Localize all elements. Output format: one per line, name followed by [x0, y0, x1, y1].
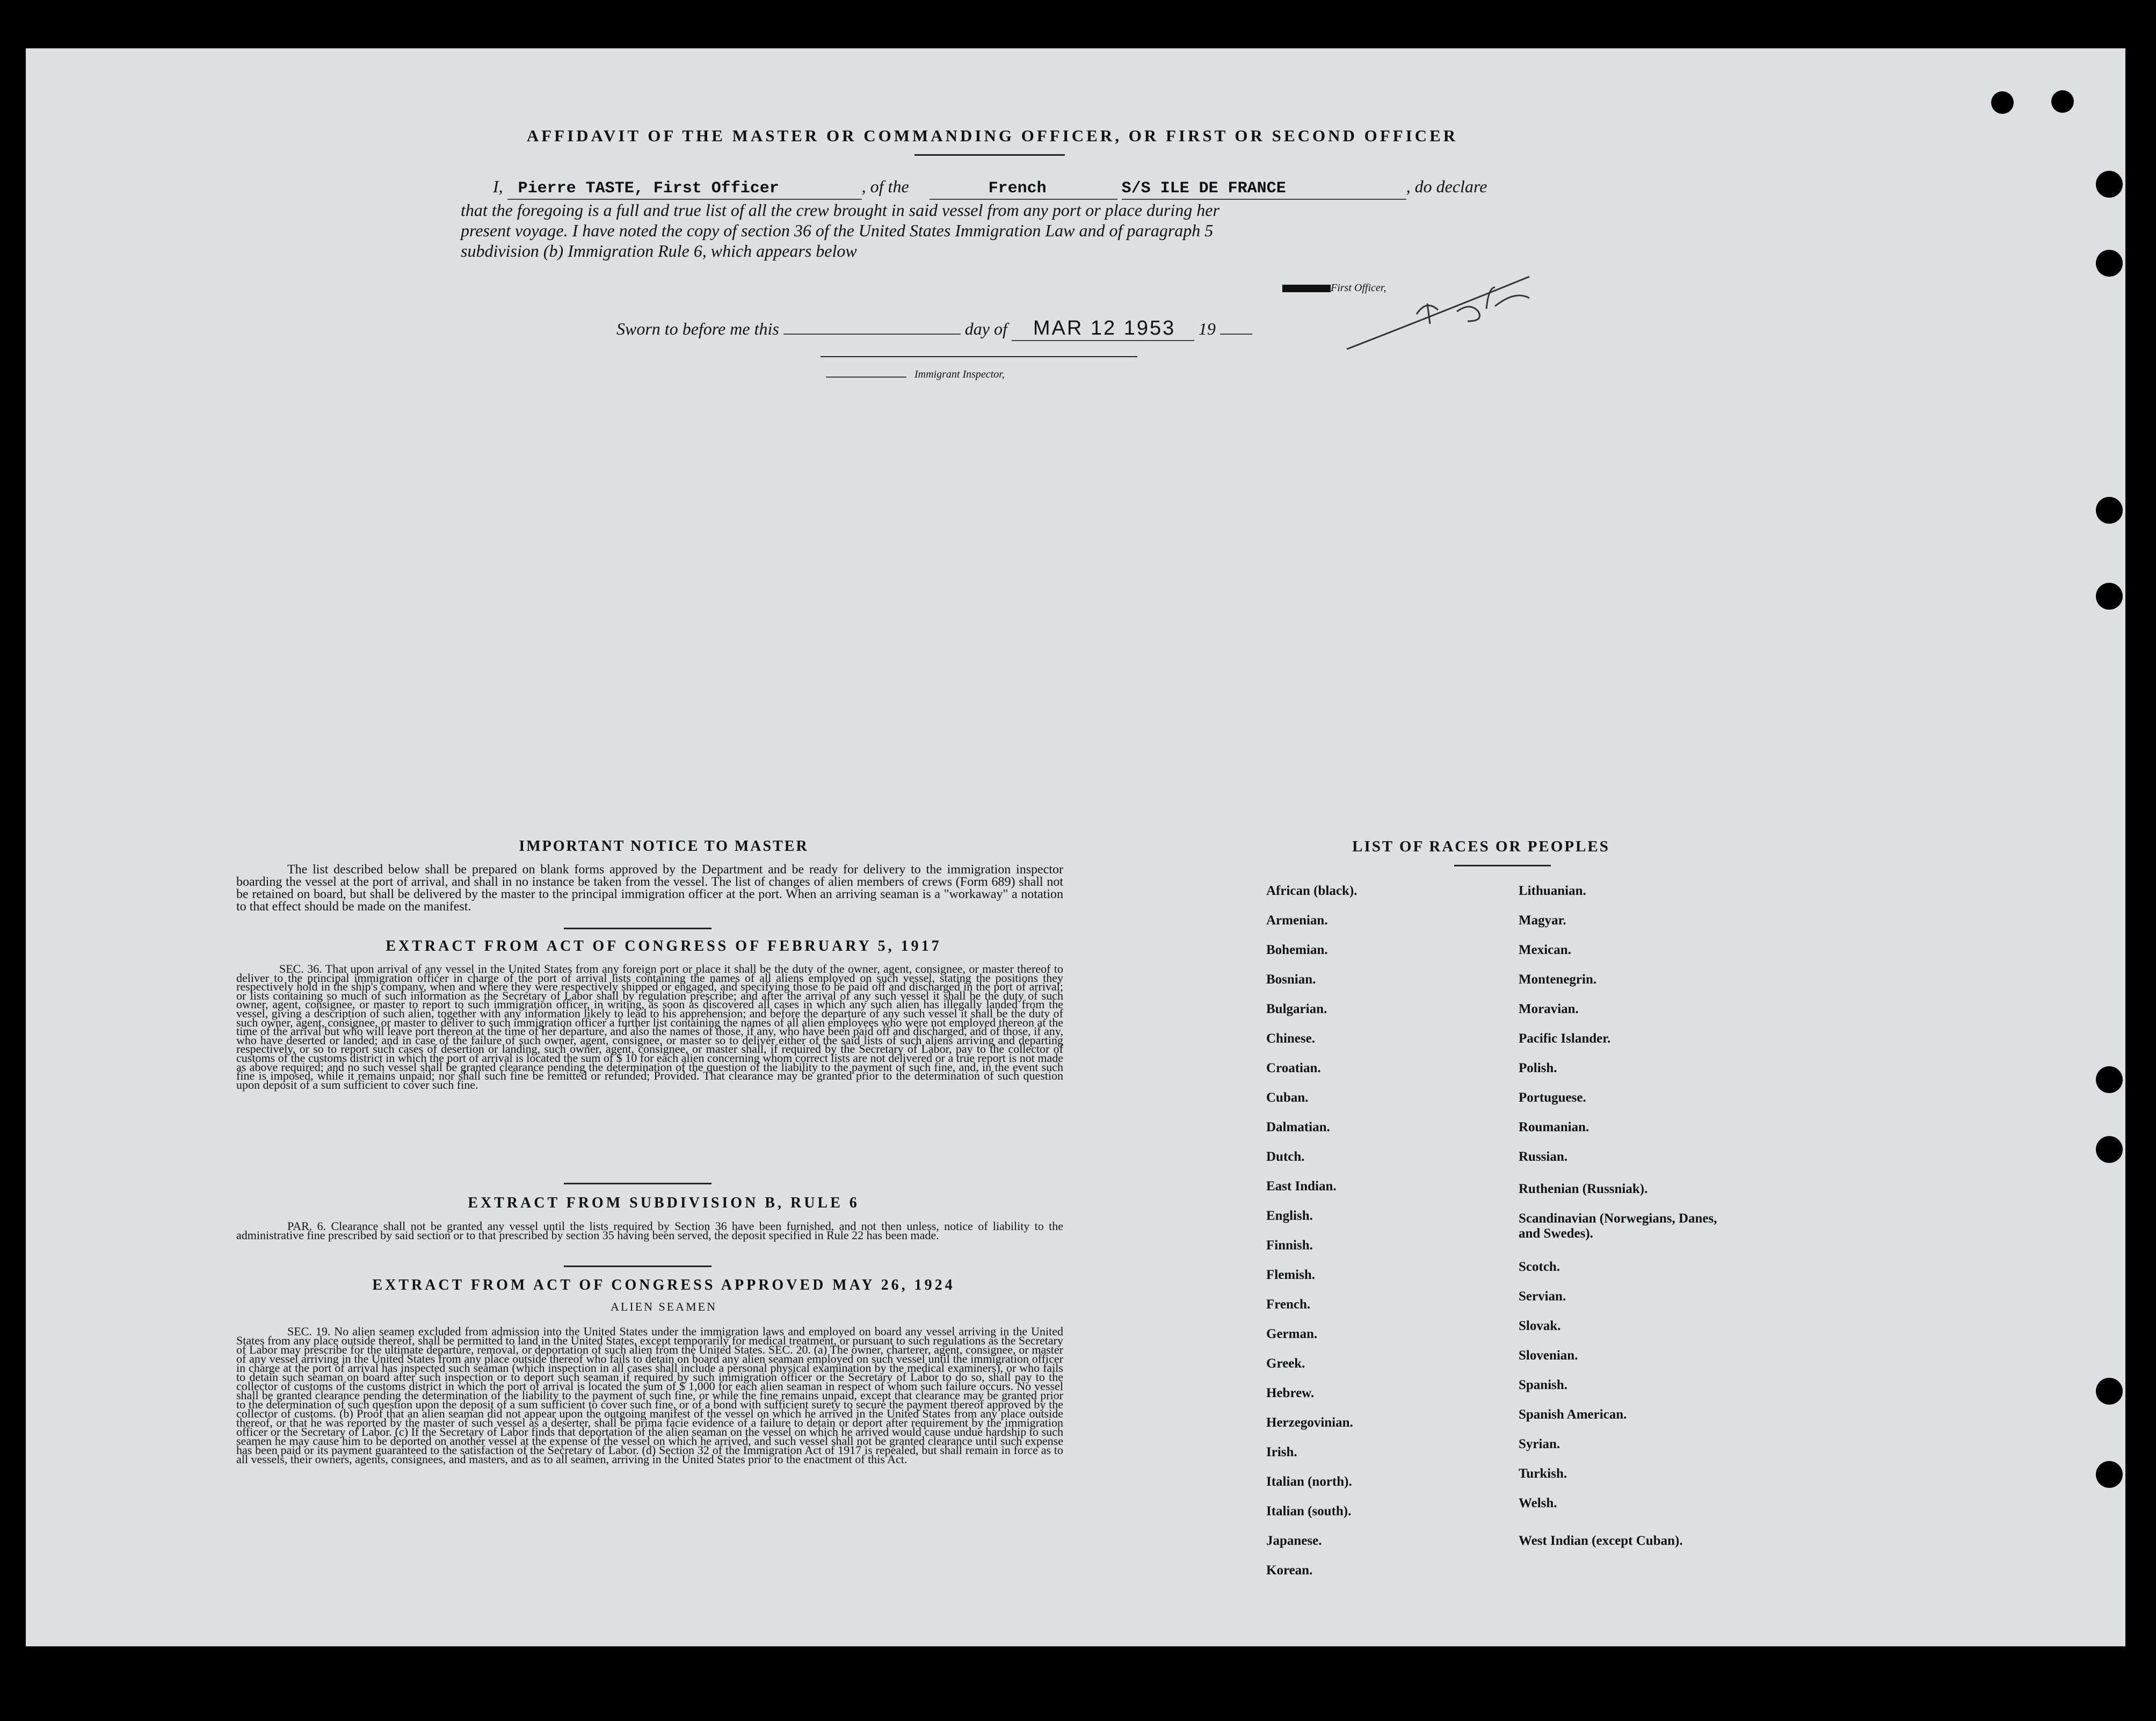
race-item: Hebrew.	[1266, 1386, 1315, 1400]
race-item: Turkish.	[1519, 1466, 1567, 1481]
notice-divider	[564, 928, 712, 929]
race-item: Flemish.	[1266, 1268, 1315, 1282]
race-item: Herzegovinian.	[1266, 1415, 1353, 1430]
race-item: Scandinavian (Norwegians, Danes, and Swedes).	[1519, 1211, 1717, 1241]
punch-hole	[2096, 1461, 2123, 1488]
races-title-divider	[1454, 865, 1551, 866]
officer-caption: First Officer,	[1282, 282, 1386, 294]
race-item: Spanish.	[1519, 1378, 1568, 1392]
race-item: French.	[1266, 1297, 1311, 1312]
race-item: Finnish.	[1266, 1238, 1313, 1253]
punch-hole	[2051, 90, 2074, 113]
race-item: Dutch.	[1266, 1149, 1305, 1164]
vessel-name: S/S ILE DE FRANCE	[1122, 178, 1406, 200]
title-divider	[914, 154, 1065, 156]
race-item: West Indian (except Cuban).	[1519, 1534, 1683, 1548]
officer-name: Pierre TASTE, First Officer	[507, 178, 862, 200]
subdivision-b-text: PAR. 6. Clearance shall not be granted any vessel until the lists required by Section 36 have been furnished, and not then unless, notice of liability to the administrative fine prescribed by said section or to that prescribed by section 35 having been served, the deposit specified in Rule 22 has been made.	[236, 1219, 1063, 1242]
race-item: Armenian.	[1266, 913, 1328, 928]
race-item: German.	[1266, 1327, 1318, 1341]
race-item: African (black).	[1266, 884, 1358, 898]
punch-hole	[2096, 497, 2123, 524]
officer-signature	[1293, 247, 1535, 355]
race-item: Chinese.	[1266, 1031, 1315, 1046]
punch-hole	[1991, 91, 2014, 114]
subdivision-b-title: EXTRACT FROM SUBDIVISION B, RULE 6	[468, 1195, 860, 1211]
notice-title: IMPORTANT NOTICE TO MASTER	[519, 838, 809, 855]
inspector-signature-line	[821, 356, 1137, 357]
race-item: Mexican.	[1519, 943, 1571, 957]
year-prefix: 19	[1198, 319, 1216, 338]
affidavit-line-4: subdivision (b) Immigration Rule 6, which appears below	[461, 241, 857, 261]
punch-hole	[2096, 1066, 2123, 1093]
race-item: Italian (south).	[1266, 1504, 1352, 1518]
race-item: East Indian.	[1266, 1179, 1337, 1194]
affidavit-page	[26, 48, 2125, 1646]
race-item: Syrian.	[1519, 1437, 1560, 1451]
affidavit-title: AFFIDAVIT OF THE MASTER OR COMMANDING OFFICER, OR FIRST OR SECOND OFFICER	[526, 126, 1458, 145]
affidavit-declare: , do declare	[1406, 177, 1487, 196]
race-item: Polish.	[1519, 1061, 1557, 1075]
race-item: Greek.	[1266, 1356, 1305, 1371]
extract-1917-divider	[564, 1183, 712, 1184]
race-item: Slovak.	[1519, 1319, 1561, 1333]
subdivision-b-divider	[564, 1266, 712, 1267]
affidavit-line-1	[461, 176, 1529, 200]
extract-1924-text: SEC. 19. No alien seamen excluded from admission into the United States under the immigration laws and employed on board any vessel arriving in the United States from any place outside thereof, shall be permitted to land in the United States, except temporarily for medical treatment, or pursuant to such regulations as the Secretary of Labor may prescribe for the ultimate departure, removal, or deportation of such alien from the United States. SEC. 20. (a) The owner, charterer, agent, consignee, or master of any vessel arriving in the United States from any place outside thereof who fails to detain on board any alien seaman employed on such vessel until the immigration officer in charge at the port of arrival has inspected such seaman (which inspection in all cases shall include a personal physical examination by the medical examiners), or who fails to detain such seaman on board after such inspection or to deport such seaman if required by such immigration officer or the Secretary of Labor to do so, shall pay to the collector of customs of the customs district in which the port of arrival is located the sum of $ 1,000 for each alien seaman in respect of whom such failure occurs. No vessel shall be granted clearance pending the determination of the liability to the payment of such fine, or while the fine remains unpaid, except that clearance may be granted prior to the determination of such question upon the deposit of a sum sufficient to cover such fine, or of a bond with sufficient surety to secure the payment thereof approved by the collector of customs. (b) Proof that an alien seaman did not appear upon the outgoing manifest of the vessel on which he arrived in the United States from any place outside thereof, or that he was reported by the master of such vessel as a deserter, shall be prima facie evidence of a failure to detain or deport after requirement by the immigration officer or the Secretary of Labor. (c) If the Secretary of Labor finds that deportation of the alien seaman on the vessel on which he arrived would cause undue hardship to such seamen he may cause him to be deported on another vessel at the expense of the vessel on which he arrived, and such vessel shall not be granted clearance until such expense has been paid or its payment guaranteed to the satisfaction of the Secretary of Labor. (d) Section 32 of the Immigration Act of 1917 is repealed, but shall remain in force as to all vessels, their owners, agents, consignees, and masters, and as to all seamen, arriving in the United States prior to the enactment of this Act.	[236, 1325, 1063, 1466]
punch-hole	[2096, 1378, 2123, 1405]
race-item: Spanish American.	[1519, 1407, 1627, 1422]
day-of-label: day of	[964, 319, 1007, 338]
vessel-nationality: French	[930, 178, 1117, 200]
race-item: Servian.	[1519, 1289, 1566, 1304]
race-item: Scotch.	[1519, 1260, 1560, 1274]
race-item: Moravian.	[1519, 1002, 1579, 1016]
race-item: Portuguese.	[1519, 1090, 1586, 1105]
race-item: Pacific Islander.	[1519, 1031, 1611, 1046]
race-item: Lithuanian.	[1519, 884, 1586, 898]
race-item: Roumanian.	[1519, 1120, 1589, 1134]
race-item: Welsh.	[1519, 1496, 1557, 1510]
notice-text: The list described below shall be prepared on blank forms approved by the Department and be ready for delivery to the immigration inspector boarding the vessel at the port of arrival, and shall in no instance be taken from the vessel. The list of changes of alien members of crews (Form 689) shall not be retained on board, but shall be delivered by the master to the principal immigration officer at the port. When an arriving seaman is a "workaway" a notation to that effect should be made on the manifest.	[236, 863, 1063, 914]
race-item: Japanese.	[1266, 1534, 1322, 1548]
affidavit-line-3: present voyage. I have noted the copy of section 36 of the United States Immigration Law and of paragraph 5	[461, 221, 1214, 240]
race-item: Slovenian.	[1519, 1348, 1578, 1363]
race-item: Cuban.	[1266, 1090, 1309, 1105]
extract-1917-text: SEC. 36. That upon arrival of any vessel in the United States from any foreign port or place it shall be the duty of the owner, agent, consignee, or master thereof to deliver to the principal immigration officer in charge of the port of arrival lists containing the names of all aliens employed on such vessel, stating the positions they respectively hold in the ship's company, when and where they were respectively shipped or engaged, and specifying those to be paid off and discharged in the port of arrival; or lists containing so much of such information as the Secretary of Labor shall by regulation prescribe; and after the arrival of any such vessel it shall be the duty of such owner, agent, consignee, or master to report to such immigration officer, in writing, as soon as discovered all cases in which any such alien has illegally landed from the vessel, giving a description of such alien, together with any information likely to lead to his apprehension; and before the departure of any such vessel it shall be the duty of such owner, agent, consignee, or master to deliver to such immigration officer a further list containing the names of all alien employees who were not employed thereon at the time of the arrival but who will leave port thereon at the time of her departure, and also the names of those, if any, who have been paid off and discharged, and of those, if any, who have deserted or landed; and in case of the failure of such owner, agent, consignee, or master so to deliver either of the said lists of such aliens arriving and departing respectively, or so to report such cases of desertion or landing, such owner, agent, consignee, or master shall, if required by the Secretary of Labor, pay to the collector of customs of the customs district in which the port of arrival is located the sum of $ 10 for each alien concerning whom correct lists are not delivered or a true report is not made as above required; and no such vessel shall be granted clearance pending the determination of the question of the liability to the payment of such fine, and, in the event such fine is imposed, while it remains unpaid; nor shall such fine be remitted or refunded; Provided. That clearance may be granted prior to the determination of such question upon deposit of a sum sufficient to cover such fine.	[236, 962, 1063, 1091]
extract-1924-subtitle: ALIEN SEAMEN	[611, 1300, 717, 1313]
punch-hole	[2096, 1136, 2123, 1163]
affidavit-i: I,	[493, 177, 503, 196]
race-item: Montenegrin.	[1519, 972, 1597, 987]
race-item: Italian (north).	[1266, 1474, 1352, 1489]
race-item: Bosnian.	[1266, 972, 1316, 987]
extract-1917-title: EXTRACT FROM ACT OF CONGRESS OF FEBRUARY 5, 1917	[386, 938, 942, 954]
race-item: Magyar.	[1519, 913, 1566, 928]
year-blank	[1220, 334, 1252, 335]
sworn-day-blank	[783, 334, 961, 335]
race-item: Korean.	[1266, 1563, 1313, 1578]
race-item: Russian.	[1519, 1149, 1568, 1164]
race-item: English.	[1266, 1209, 1313, 1223]
race-item: Croatian.	[1266, 1061, 1321, 1075]
race-item: Bohemian.	[1266, 943, 1328, 957]
race-item: Bulgarian.	[1266, 1002, 1327, 1016]
extract-1924-title: EXTRACT FROM ACT OF CONGRESS APPROVED MAY 26, 1924	[372, 1277, 955, 1293]
punch-hole	[2096, 250, 2123, 277]
sworn-prefix: Sworn to before me this	[616, 319, 779, 338]
sworn-line	[616, 317, 1252, 341]
inspector-caption: Immigrant Inspector,	[826, 368, 1005, 381]
affidavit-of-the: , of the	[861, 177, 909, 196]
race-item: Ruthenian (Russniak).	[1519, 1182, 1648, 1196]
races-title: LIST OF RACES OR PEOPLES	[1352, 838, 1610, 855]
affidavit-line-2: that the foregoing is a full and true list of all the crew brought in said vessel from any port or place during her	[461, 200, 1219, 220]
date-stamp: MAR 12 1953	[1012, 317, 1194, 341]
punch-hole	[2096, 583, 2123, 610]
race-item: Irish.	[1266, 1445, 1297, 1459]
punch-hole	[2096, 171, 2123, 198]
race-item: Dalmatian.	[1266, 1120, 1330, 1134]
